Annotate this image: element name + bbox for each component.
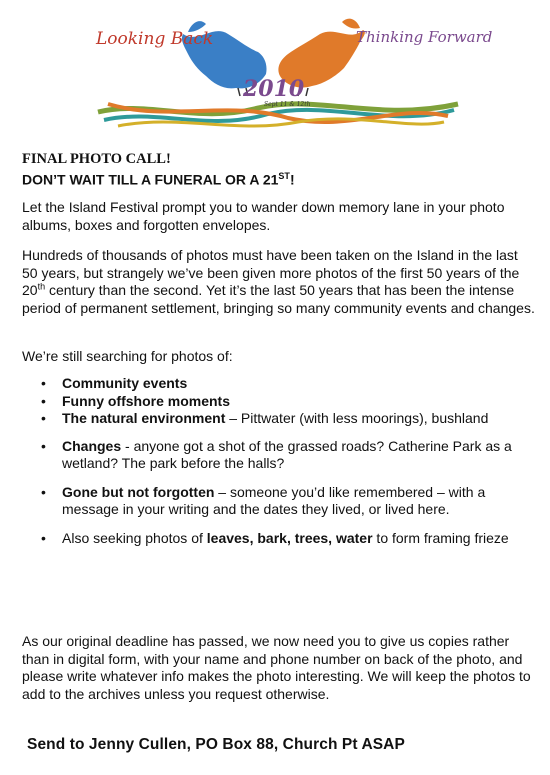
bullet-icon: •	[41, 410, 46, 426]
intro-paragraph: Let the Island Festival prompt you to wander down memory lane in your photo albums, boxes and forgotten envelopes.	[22, 199, 505, 233]
list-item-bold: Changes	[62, 437, 122, 454]
list-item	[22, 410, 522, 428]
bullet-icon: •	[41, 483, 46, 500]
list-item-text: Also seeking photos of	[62, 529, 207, 546]
history-paragraph	[22, 247, 537, 317]
list-item-bold: leaves, bark, trees, water	[206, 529, 373, 546]
list-item	[22, 393, 522, 411]
list-item-text: - anyone got a shot of the grassed roads? Catherine Park as a wetland? The park before the halls?	[62, 437, 512, 471]
festival-logo	[88, 4, 493, 134]
headline-superscript: ST	[278, 171, 290, 181]
list-item-text: – someone you’d like remembered – with a message in your writing and the dates they lived, or lived here.	[62, 483, 486, 517]
bullet-icon: •	[41, 437, 46, 454]
logo-year: 2010	[243, 76, 305, 102]
yellow-ribbon	[118, 119, 444, 126]
list-item-text: to form framing frieze	[372, 529, 509, 546]
headline-line-2-end: !	[289, 171, 295, 188]
list-item	[22, 375, 522, 393]
flyer-body	[22, 151, 537, 753]
list-item	[22, 438, 522, 473]
list-item-bold: Funny offshore moments	[62, 392, 231, 409]
headline-line-1: FINAL PHOTO CALL!	[22, 151, 171, 167]
list-item	[22, 530, 522, 548]
list-item-bold: Gone but not forgotten	[62, 483, 215, 500]
bullet-icon: •	[41, 375, 46, 391]
festival-logo-graphic	[88, 4, 493, 134]
list-item-bold: Community events	[62, 375, 188, 391]
history-text-1: Hundreds of thousands of photos must have been taken on the Island in the last 50 years, but strangely we’ve been given more photos of the first 50 years of the 20	[22, 247, 520, 298]
history-text-2: century than the second. Yet it’s the last 50 years that has been the intense period of permanent settlement, bringing so many community events and changes.	[22, 282, 535, 316]
logo-dates: Sept 11 & 12th	[264, 101, 311, 108]
closing-paragraph: As our original deadline has passed, we now need you to give us copies rather than in digital form, with your name and phone number on back of the photo, and please write whatever info makes the photo interesting. We will keep the photos to add to the archives unless you request otherwise.	[22, 633, 531, 702]
list-item-text: – Pittwater (with less moorings), bushland	[225, 410, 489, 426]
history-superscript: th	[37, 281, 46, 292]
bullet-icon: •	[41, 392, 46, 409]
searching-intro: We’re still searching for photos of:	[22, 348, 233, 364]
bullet-icon: •	[41, 529, 46, 546]
list-item-bold: The natural environment	[62, 410, 226, 426]
headline-line-2	[22, 168, 537, 189]
logo-left-text: Looking Back	[96, 29, 214, 49]
send-to-address: Send to Jenny Cullen, PO Box 88, Church Pt ASAP	[27, 736, 405, 753]
photo-wishlist	[22, 375, 522, 547]
list-item	[22, 484, 522, 519]
logo-right-text: Thinking Forward	[356, 28, 493, 46]
headline-line-2-text: DON’T WAIT TILL A FUNERAL OR A 21	[22, 171, 279, 188]
